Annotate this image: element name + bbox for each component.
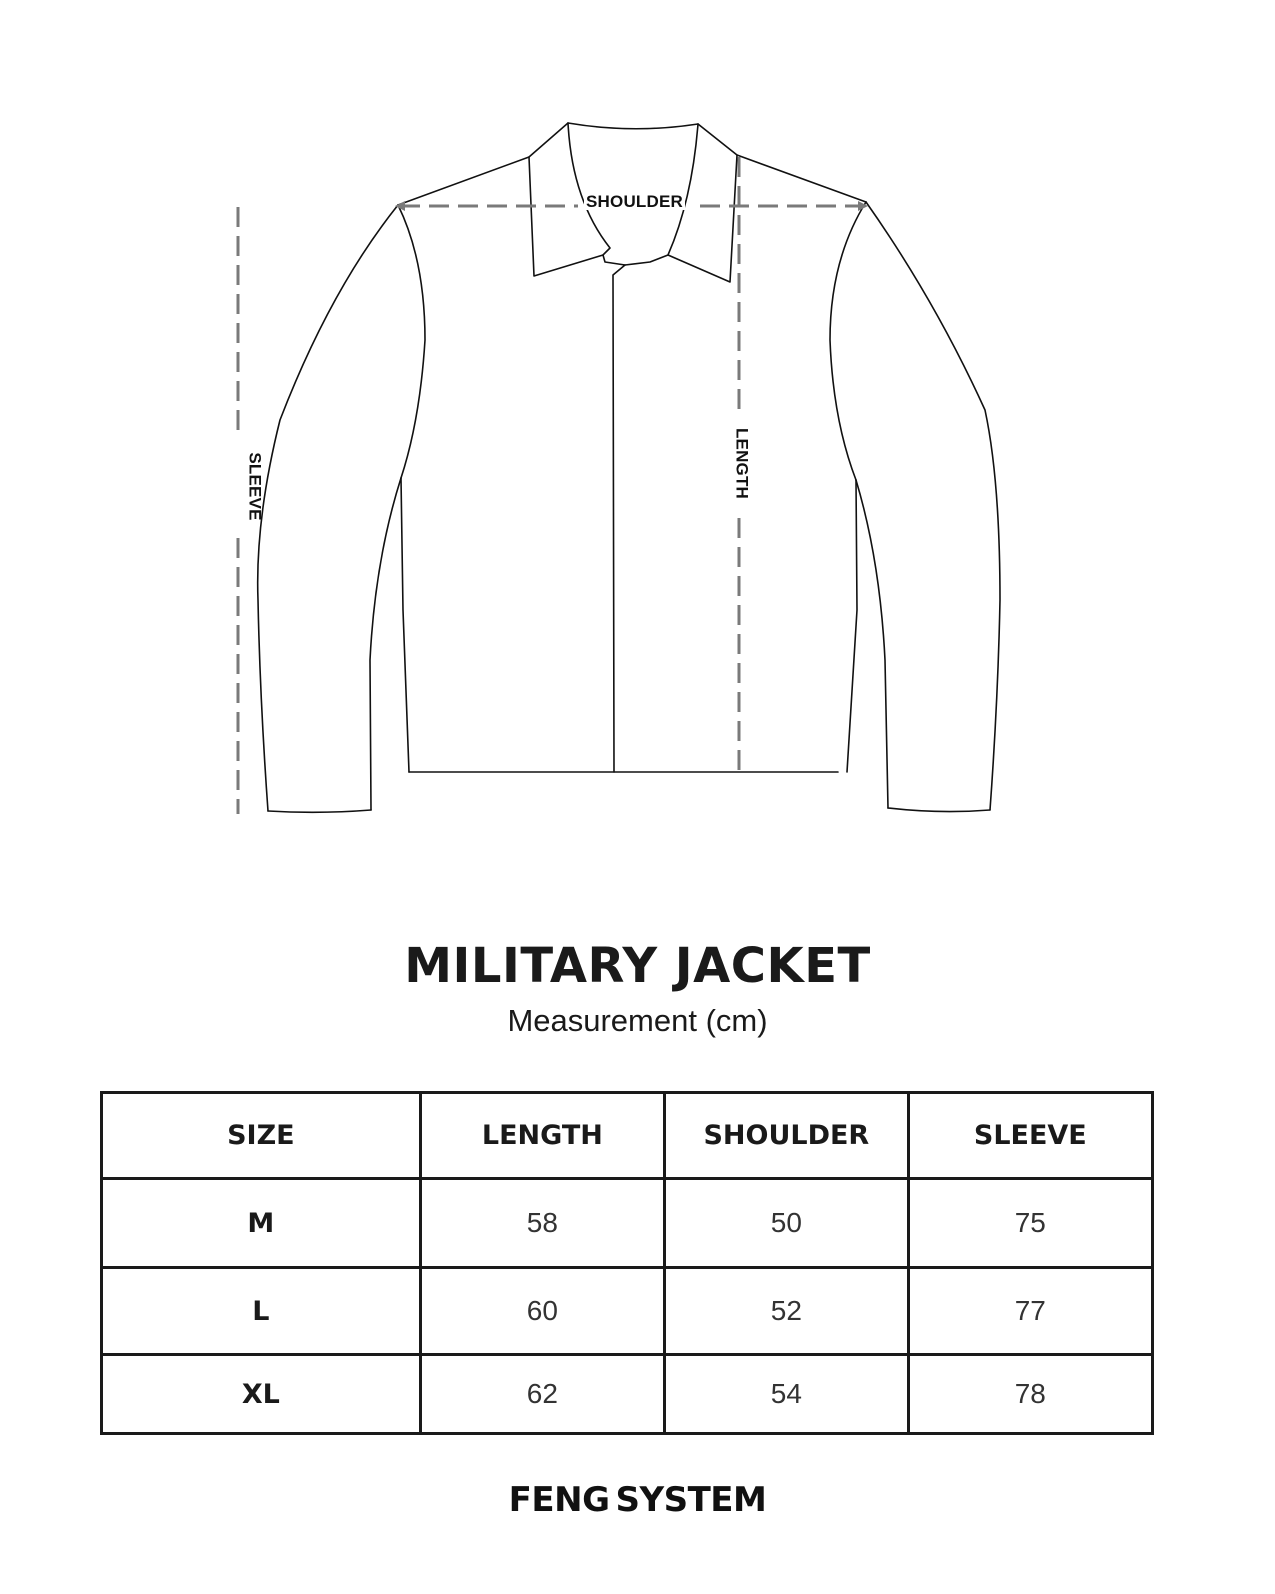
size-cell: L — [102, 1268, 421, 1355]
table-header-row — [102, 1093, 1153, 1179]
shoulder-cell: 54 — [665, 1355, 909, 1434]
column-header-size: SIZE — [102, 1093, 421, 1179]
brand-word-system: SYSTEM — [615, 1480, 767, 1520]
table-row — [102, 1355, 1153, 1434]
length-cell: 60 — [420, 1268, 664, 1355]
measurement-unit-subtitle: Measurement (cm) — [507, 1003, 768, 1038]
size-cell: XL — [102, 1355, 421, 1434]
column-header-sleeve: SLEEVE — [908, 1093, 1152, 1179]
table-row — [102, 1179, 1153, 1268]
sleeve-cell: 75 — [908, 1179, 1152, 1268]
length-cell: 62 — [420, 1355, 664, 1434]
column-header-length: LENGTH — [420, 1093, 664, 1179]
brand-word-feng: FENG — [508, 1480, 610, 1520]
sleeve-measure-label: SLEEVE — [245, 452, 265, 521]
sleeve-cell: 78 — [908, 1355, 1152, 1434]
table-row — [102, 1268, 1153, 1355]
length-cell: 58 — [420, 1179, 664, 1268]
length-measure-label: LENGTH — [732, 427, 752, 500]
size-cell: M — [102, 1179, 421, 1268]
shoulder-measure-label: SHOULDER — [586, 192, 683, 211]
column-header-shoulder: SHOULDER — [665, 1093, 909, 1179]
size-chart-table — [100, 1091, 1154, 1435]
product-title: MILITARY JACKET — [404, 938, 871, 994]
brand-logo — [0, 1480, 1275, 1520]
sleeve-cell: 77 — [908, 1268, 1152, 1355]
shoulder-cell: 52 — [665, 1268, 909, 1355]
shoulder-cell: 50 — [665, 1179, 909, 1268]
